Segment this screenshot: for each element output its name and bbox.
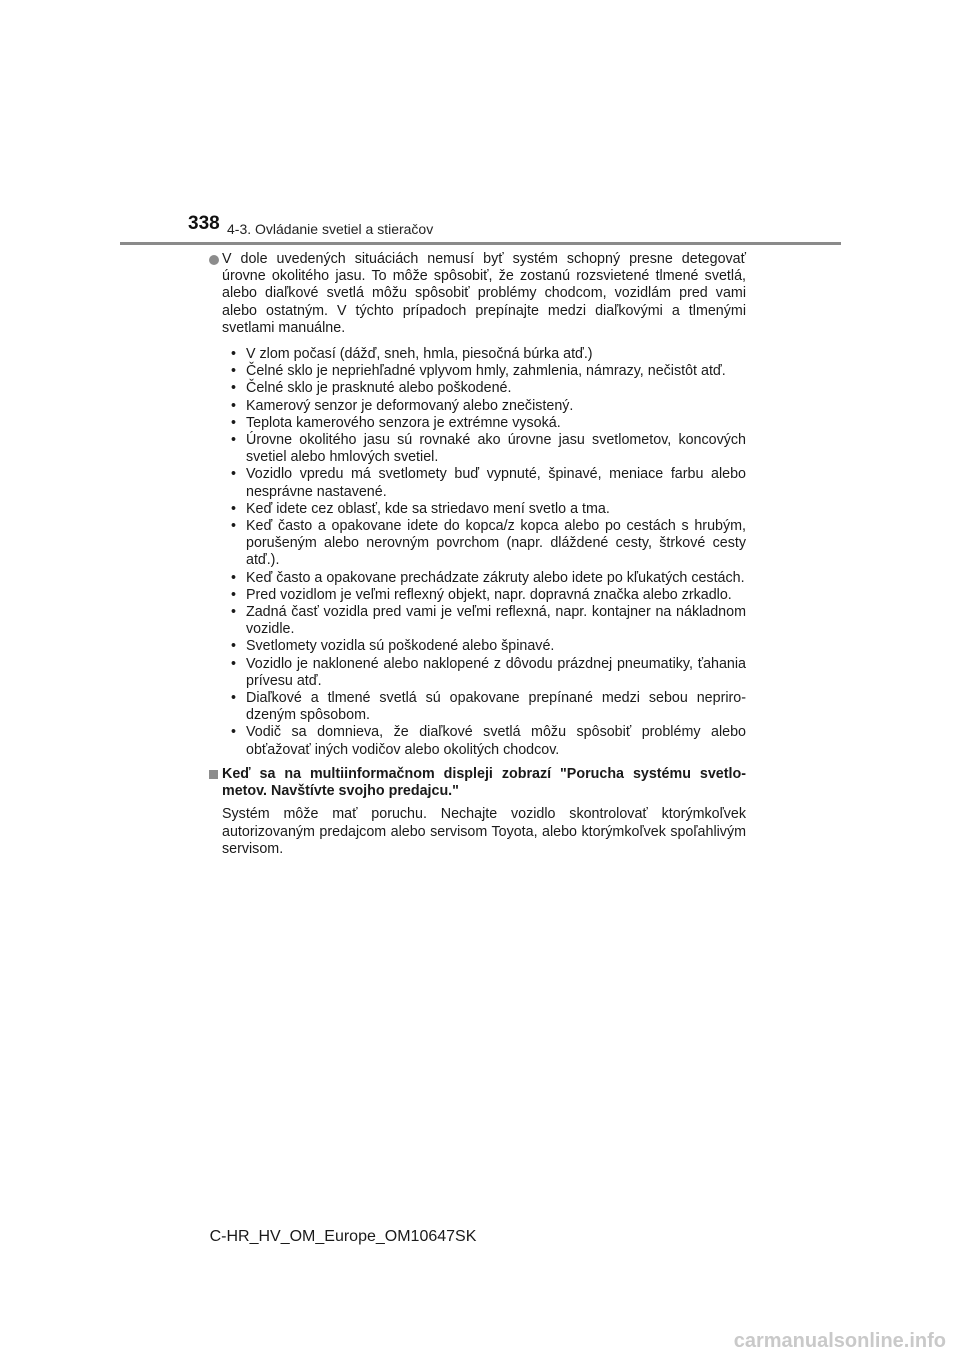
list-item: • V zlom počasí (dážď, sneh, hmla, piesočná búrka atď.) [246, 346, 746, 363]
header-divider [120, 242, 841, 245]
conditions-list [222, 346, 746, 759]
list-item: • Čelné sklo je prasknuté alebo poškodené. [246, 380, 746, 397]
watermark-logo: carmanualsonline.info [733, 1330, 946, 1352]
list-item: • Vozidlo je naklonené alebo naklopené z dôvodu prázdnej pneumatiky, ťahania prívesu atď. [246, 656, 746, 690]
section-title: 4-3. Ovládanie svetiel a stieračov [227, 221, 434, 237]
warning-heading-text: Keď sa na multiinformačnom displeji zobrazí "Porucha systému svetlometov. Navštívte svojho predajcu." [222, 765, 746, 800]
page-number: 338 [188, 213, 220, 234]
list-item: • Vozidlo vpredu má svetlomety buď vypnuté, špinavé, meniace farbu alebo nesprávne nastavené. [246, 466, 746, 500]
list-item: • Zadná časť vozidla pred vami je veľmi reflexná, napr. kontajner na nákladnom vozidle. [246, 604, 746, 638]
list-item: • Čelné sklo je nepriehľadné vplyvom hmly, zahmlenia, námrazy, nečistôt atď. [246, 363, 746, 380]
list-item: • Pred vozidlom je veľmi reflexný objekt, napr. dopravná značka alebo zrkadlo. [246, 587, 746, 604]
circle-bullet-icon [209, 255, 219, 265]
intro-paragraph [222, 251, 746, 337]
warning-heading [222, 766, 746, 800]
list-item: • Teplota kamerového senzora je extrémne vysoká. [246, 415, 746, 432]
list-item: • Kamerový senzor je deformovaný alebo znečistený. [246, 398, 746, 415]
footer-document-id: C-HR_HV_OM_Europe_OM10647SK [209, 1228, 477, 1245]
list-item: • Svetlomety vozidla sú poškodené alebo špinavé. [246, 638, 746, 655]
intro-text: V dole uvedených situáciách nemusí byť systém schopný presne detegovať úrovne okolitého jasu. To môže spôsobiť, že zostanú rozsvietené tlmené svetlá, alebo diaľkové svetlá môžu spôsobiť problémy chodcom, vozidlám pred vami alebo ostatným. V týchto prípadoch prepínajte medzi diaľkovými a tlmenými svetlami manuálne. [222, 251, 746, 336]
list-item: • Vodič sa domnieva, že diaľkové svetlá môžu spôsobiť problémy alebo obťažovať iných vodičov alebo okolitých chodcov. [246, 724, 746, 758]
list-item: • Keď často a opakovane idete do kopca/z kopca alebo po cestách s hrubým, porušeným alebo nerovným povrchom (napr. dláždené cesty, štrkové cesty atď.). [246, 518, 746, 570]
list-item: • Úrovne okolitého jasu sú rovnaké ako úrovne jasu svetlometov, koncových svetiel alebo hmlových svetiel. [246, 432, 746, 466]
list-item: • Diaľkové a tlmené svetlá sú opakovane prepínané medzi sebou neprirodzeným spôsobom. [246, 690, 746, 724]
page-content [222, 251, 746, 858]
square-bullet-icon [209, 770, 218, 779]
list-item: • Keď idete cez oblasť, kde sa striedavo mení svetlo a tma. [246, 501, 746, 518]
list-item: • Keď často a opakovane prechádzate zákruty alebo idete po kľukatých cestách. [246, 570, 746, 587]
warning-body: Systém môže mať poruchu. Nechajte vozidlo skontrolovať ktorýmkoľvek autorizovaným predajcom alebo servisom Toyota, alebo ktorýmkoľvek spoľahlivým servisom. [222, 806, 746, 857]
